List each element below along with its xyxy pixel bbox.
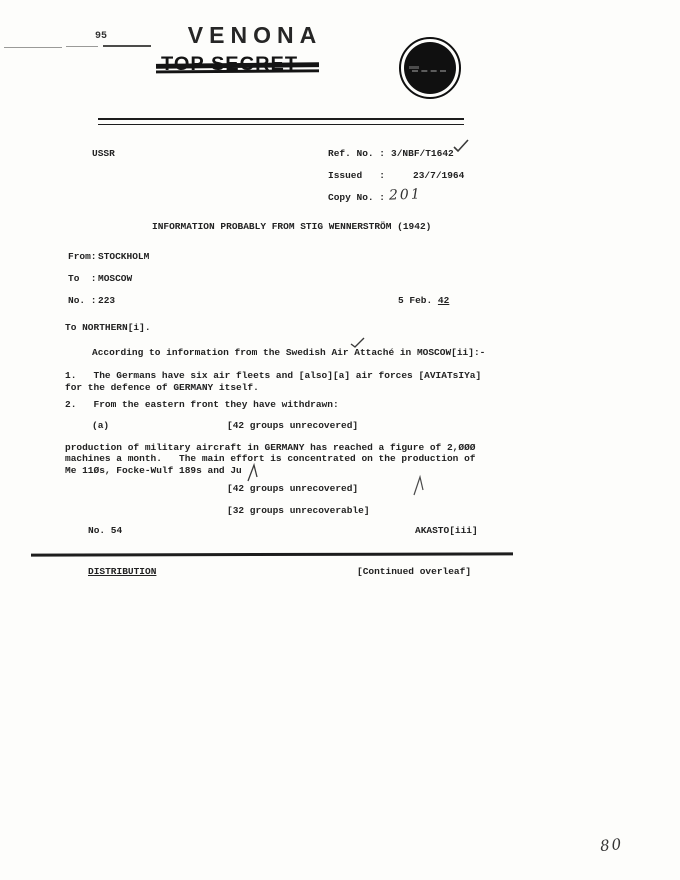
unrecoverable-groups-line: [32 groups unrecoverable] [227, 505, 370, 516]
issued-row [328, 170, 464, 181]
to-label: To : [68, 273, 97, 284]
handwritten-caret-icon [413, 476, 425, 496]
pencil-mark [103, 45, 151, 47]
stamp-ink-fill [404, 42, 456, 94]
message-no-label: No. : [68, 295, 97, 306]
intro-line: According to information from the Swedish Air Attaché in MOSCOW[ii]:- [92, 347, 486, 358]
paragraph-3-line-2: machines a month. The main effort is concentrated on the production of [65, 453, 476, 464]
paragraph-1-line-1: 1. The Germans have six air fleets and [also][a] air forces [AVIATsIYa] [65, 370, 482, 381]
document-title: INFORMATION PROBABLY FROM STIG WENNERSTRÖM (1942) [152, 221, 432, 232]
from-value: STOCKHOLM [98, 251, 150, 262]
to-value: MOSCOW [98, 273, 133, 284]
venona-banner: VENONA [187, 22, 323, 48]
copy-no-value-handwritten: 201 [388, 186, 423, 204]
date-line [398, 295, 449, 306]
black-circular-stamp-icon [399, 37, 461, 99]
from-label: From: [68, 251, 97, 262]
top-secret-stamp [161, 53, 313, 78]
ref-no-row [328, 148, 454, 159]
copy-no-label: Copy No. : [328, 192, 386, 203]
country-label: USSR [92, 148, 115, 159]
salutation-line: To NORTHERN[i]. [65, 322, 151, 333]
stamp-faint-text [409, 66, 419, 69]
unrecovered-groups-line: [42 groups unrecovered] [227, 420, 359, 431]
pencil-mark [4, 47, 62, 48]
issued-value: 23/7/1964 [413, 170, 465, 181]
page-number-bottom-handwritten: 80 [599, 834, 624, 856]
paragraph-1-line-2: for the defence of GERMANY itself. [65, 382, 259, 393]
continued-overleaf-note: [Continued overleaf] [357, 566, 472, 577]
internal-message-no: No. 54 [88, 525, 123, 536]
unrecovered-groups-line: [42 groups unrecovered] [227, 483, 359, 494]
pencil-mark [66, 46, 98, 47]
ref-no-value: 3/NBF/T1642 [391, 148, 454, 159]
handwritten-check-icon [452, 138, 470, 153]
date-year: 42 [437, 295, 450, 306]
handwritten-caret-icon [247, 464, 259, 482]
header-divider-double-rule [98, 118, 464, 125]
stamp-faint-text [412, 70, 446, 72]
paragraph-3-line-1: production of military aircraft in GERMANY has reached a figure of 2,ØØØ [65, 442, 476, 453]
issued-label: Issued : [328, 170, 386, 181]
handwritten-check-icon [350, 337, 366, 348]
message-no-value: 223 [98, 295, 116, 306]
ref-no-label: Ref. No. : [328, 148, 386, 159]
date-prefix: 5 Feb. [398, 295, 438, 306]
page-number-top: 95 [95, 31, 108, 42]
distribution-heading: DISTRIBUTION [88, 566, 157, 577]
paragraph-3-line-3: Me 11Øs, Focke-Wulf 189s and Ju [65, 465, 242, 476]
paragraph-2: 2. From the eastern front they have withdrawn: [65, 399, 339, 410]
signature-covername: AKASTO[iii] [415, 525, 478, 536]
footer-divider-rule [31, 552, 513, 556]
item-a-label: (a) [92, 420, 110, 431]
